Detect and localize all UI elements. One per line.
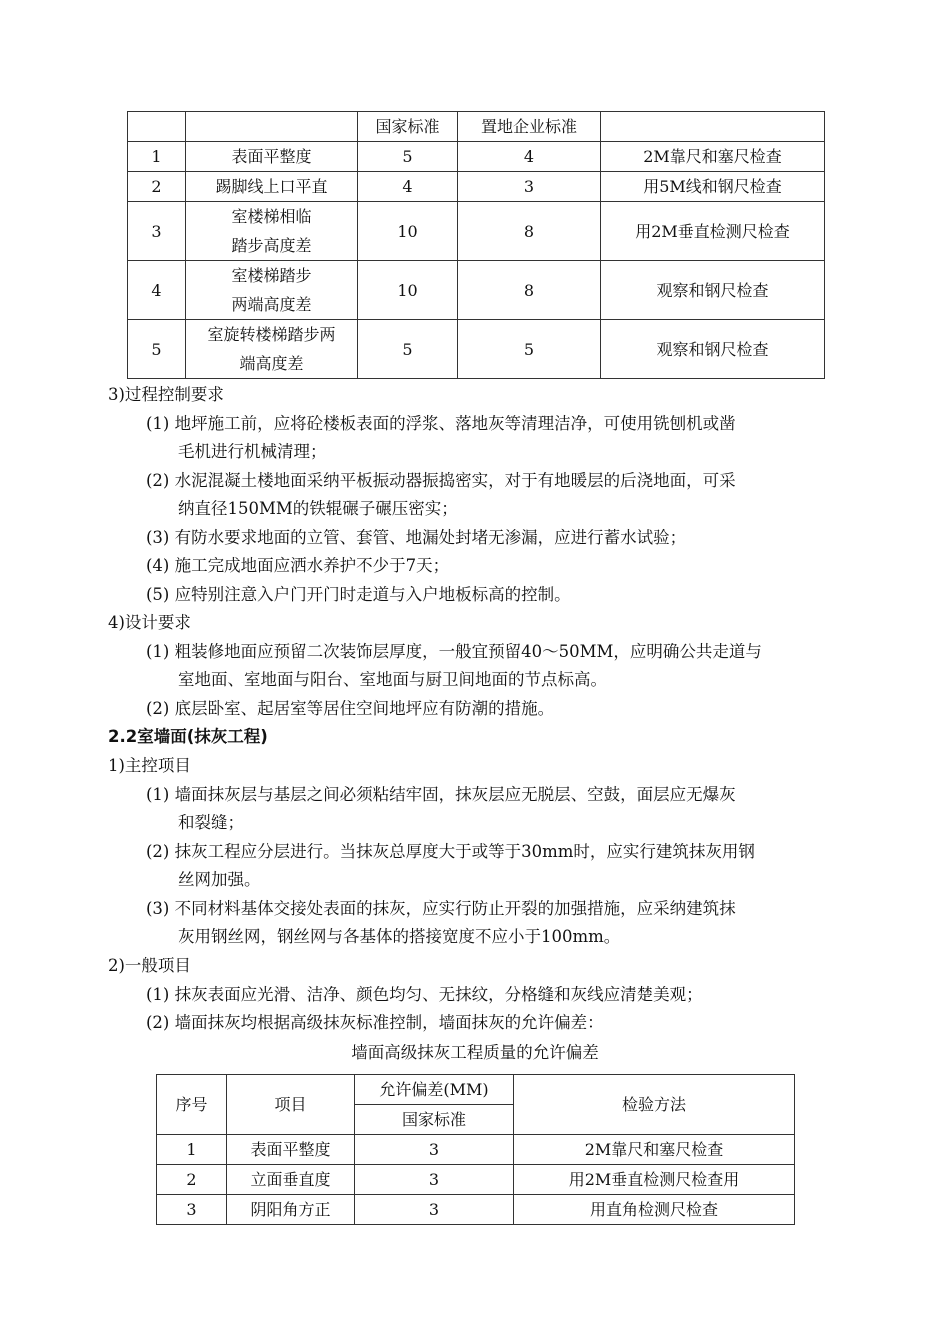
section-title-general: 2)一般项目 xyxy=(108,956,191,975)
cell-item xyxy=(186,172,358,202)
list-item-line: (2) 底层卧室、起居室等居住空间地坪应有防潮的措施。 xyxy=(146,699,555,718)
list-item-line: (4) 施工完成地面应洒水养护不少于7天； xyxy=(146,556,450,575)
cell-method: 用2M垂直检测尺检查用 xyxy=(514,1165,795,1195)
cell-no: 2 xyxy=(157,1165,227,1195)
cell-item: 表面平整度 xyxy=(227,1135,355,1165)
cell-item xyxy=(186,320,358,379)
cell-no: 2 xyxy=(128,172,186,202)
list-item-line: 室地面、室地面与阳台、室地面与厨卫间地面的节点标高。 xyxy=(178,670,607,689)
list-item-line: (1) 粗装修地面应预留二次装饰层厚度，一般宜预留40～50MM，应明确公共走道与 xyxy=(146,642,762,661)
table-row xyxy=(157,1195,795,1225)
cell-method: 用5M线和钢尺检查 xyxy=(601,172,825,202)
floor-deviation-table xyxy=(127,111,825,379)
list-item-line: (3) 有防水要求地面的立管、套管、地漏处封堵无渗漏，应进行蓄水试验； xyxy=(146,528,687,547)
header-allowed-deviation: 允许偏差(MM) xyxy=(355,1075,514,1105)
header-cell xyxy=(601,112,825,142)
list-item-line: 和裂缝； xyxy=(178,813,244,832)
list-item-line: (1) 墙面抹灰层与基层之间必须粘结牢固，抹灰层应无脱层、空鼓，面层应无爆灰 xyxy=(146,785,736,804)
table-row xyxy=(157,1135,795,1165)
list-item-line: (2) 水泥混凝土楼地面采纳平板振动器振捣密实，对于有地暖层的后浇地面，可采 xyxy=(146,471,736,490)
cell-no: 4 xyxy=(128,261,186,320)
section-title-design: 4)设计要求 xyxy=(108,613,191,632)
cell-item: 阴阳角方正 xyxy=(227,1195,355,1225)
header-no: 序号 xyxy=(157,1075,227,1135)
list-item-line: (3) 不同材料基体交接处表面的抹灰，应实行防止开裂的加强措施，应采纳建筑抹 xyxy=(146,899,736,918)
header-cell xyxy=(186,112,358,142)
table-row xyxy=(128,142,825,172)
cell-no: 5 xyxy=(128,320,186,379)
list-item-line: 丝网加强。 xyxy=(178,870,261,889)
cell-method: 2M靠尺和塞尺检查 xyxy=(601,142,825,172)
cell-item-line: 两端高度差 xyxy=(231,295,312,314)
cell-national: 5 xyxy=(358,320,458,379)
cell-enterprise: 4 xyxy=(458,142,601,172)
cell-item-line: 表面平整度 xyxy=(231,147,312,166)
section-title-process-control: 3)过程控制要求 xyxy=(108,385,224,404)
list-item-line: (1) 地坪施工前，应将砼楼板表面的浮浆、落地灰等清理洁净，可使用铣刨机或凿 xyxy=(146,414,736,433)
cell-no: 1 xyxy=(128,142,186,172)
table-row xyxy=(128,172,825,202)
cell-enterprise: 8 xyxy=(458,261,601,320)
list-item-line: (2) 墙面抹灰均根据高级抹灰标准控制，墙面抹灰的允许偏差： xyxy=(146,1013,604,1032)
cell-method: 观察和钢尺检查 xyxy=(601,320,825,379)
header-item: 项目 xyxy=(227,1075,355,1135)
cell-method: 用2M垂直检测尺检查 xyxy=(601,202,825,261)
cell-item xyxy=(186,142,358,172)
header-cell xyxy=(128,112,186,142)
table-row xyxy=(128,261,825,320)
header-method: 检验方法 xyxy=(514,1075,795,1135)
cell-item-line: 端高度差 xyxy=(239,354,304,373)
list-item-line: (1) 抹灰表面应光滑、洁净、颜色均匀、无抹纹，分格缝和灰线应清楚美观； xyxy=(146,985,703,1004)
cell-item-line: 踢脚线上口平直 xyxy=(215,177,328,196)
cell-method: 观察和钢尺检查 xyxy=(601,261,825,320)
table-header-row xyxy=(157,1075,795,1105)
cell-enterprise: 3 xyxy=(458,172,601,202)
list-item-line: (2) 抹灰工程应分层进行。当抹灰总厚度大于或等于30mm时，应实行建筑抹灰用钢 xyxy=(146,842,755,861)
section-title-main-control: 1)主控项目 xyxy=(108,756,191,775)
cell-national: 10 xyxy=(358,261,458,320)
cell-item: 立面垂直度 xyxy=(227,1165,355,1195)
header-enterprise: 置地企业标准 xyxy=(458,112,601,142)
cell-item-line: 室楼梯相临 xyxy=(231,207,312,226)
cell-enterprise: 8 xyxy=(458,202,601,261)
cell-national: 3 xyxy=(355,1135,514,1165)
cell-national: 4 xyxy=(358,172,458,202)
list-item-line: (5) 应特别注意入户门开门时走道与入户地板标高的控制。 xyxy=(146,585,571,604)
list-item-line: 灰用钢丝网，钢丝网与各基体的搭接宽度不应小于100mm。 xyxy=(178,927,621,946)
cell-no: 3 xyxy=(128,202,186,261)
cell-item xyxy=(186,202,358,261)
cell-method: 2M靠尺和塞尺检查 xyxy=(514,1135,795,1165)
header-national: 国家标准 xyxy=(358,112,458,142)
table-header-row xyxy=(128,112,825,142)
table-row xyxy=(128,202,825,261)
list-item-line: 纳直径150MM的铁辊碾子碾压密实； xyxy=(178,499,458,518)
cell-enterprise: 5 xyxy=(458,320,601,379)
cell-item xyxy=(186,261,358,320)
wall-plaster-deviation-table xyxy=(156,1074,795,1225)
list-item-line: 毛机进行机械清理； xyxy=(178,442,327,461)
cell-item-line: 室旋转楼梯踏步两 xyxy=(207,325,336,344)
table-caption: 墙面高级抹灰工程质量的允许偏差 xyxy=(351,1043,599,1062)
heading-2-2: 2.2室墙面(抹灰工程) xyxy=(108,727,268,746)
cell-national: 3 xyxy=(355,1165,514,1195)
table-row xyxy=(128,320,825,379)
cell-national: 3 xyxy=(355,1195,514,1225)
cell-national: 5 xyxy=(358,142,458,172)
cell-method: 用直角检测尺检查 xyxy=(514,1195,795,1225)
header-national: 国家标准 xyxy=(355,1105,514,1135)
cell-no: 1 xyxy=(157,1135,227,1165)
table-row xyxy=(157,1165,795,1195)
cell-item-line: 踏步高度差 xyxy=(231,236,312,255)
cell-national: 10 xyxy=(358,202,458,261)
cell-item-line: 室楼梯踏步 xyxy=(231,266,312,285)
cell-no: 3 xyxy=(157,1195,227,1225)
